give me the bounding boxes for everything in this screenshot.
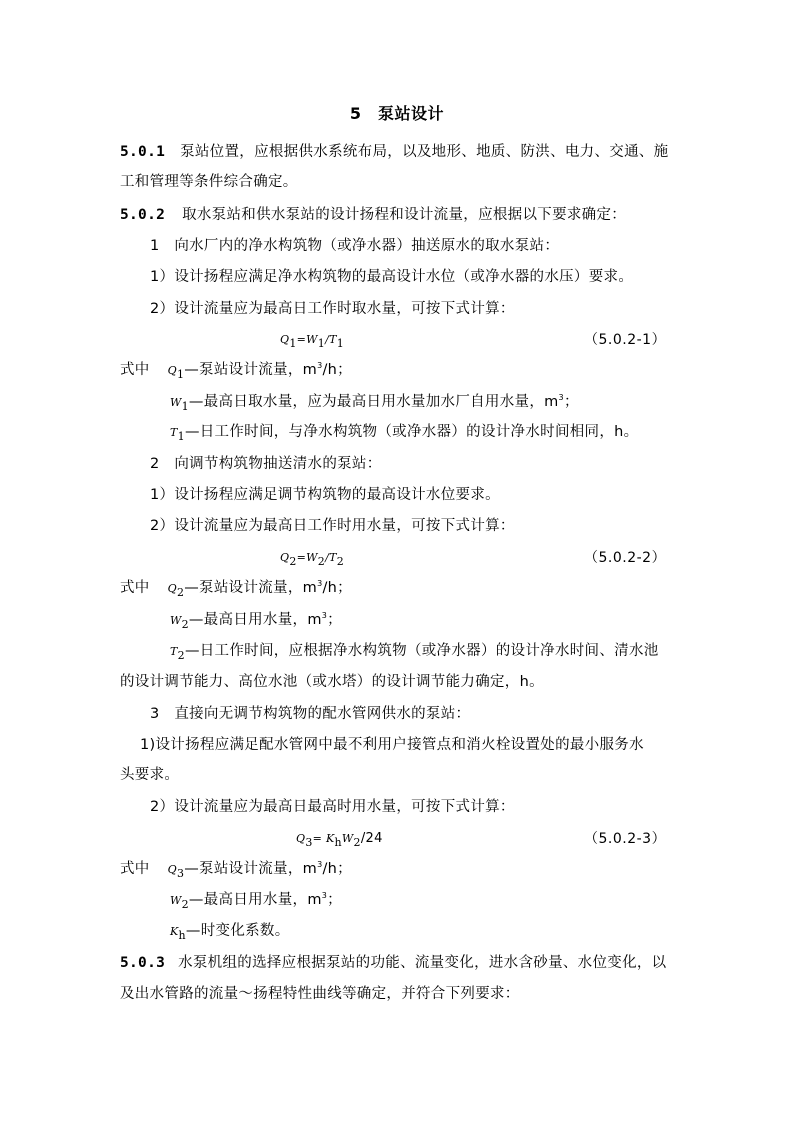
clause-text: 水泵机组的选择应根据泵站的功能、流量变化，进水含砂量、水位变化，以 — [178, 955, 667, 971]
clause-5-0-3-line-1 — [120, 954, 666, 972]
equation-2: $Q_2=W_2/T_2$ — [280, 551, 345, 568]
item-2: 2 向调节构筑物抽送清水的泵站： — [150, 456, 382, 472]
where-3-k: $K_h—$时变化系数。 — [170, 923, 290, 942]
clause-text: 泵站位置，应根据供水系统布局，以及地形、地质、防洪、电力、交通、施 — [180, 144, 669, 160]
where-3-w: $W_2—$最高日用水量，$m^3$； — [170, 891, 342, 911]
item-1-sub-2: 2）设计流量应为最高日工作时取水量，可按下式计算： — [150, 301, 515, 317]
clause-5-0-1-line-2: 工和管理等条件综合确定。 — [120, 174, 298, 190]
where-2-t-cont: 的设计调节能力、高位水池（或水塔）的设计调节能力确定，h。 — [120, 674, 544, 690]
item-3-sub-1-line-1: 1)设计扬程应满足配水管网中最不利用户接管点和消火栓设置处的最小服务水 — [140, 737, 644, 753]
where-1-w: $W_1—$最高日取水量，应为最高日用水量加水厂自用水量，$m^3$； — [170, 393, 579, 413]
item-1: 1 向水厂内的净水构筑物（或净水器）抽送原水的取水泵站： — [150, 238, 560, 254]
where-1-t: $T_1—$日工作时间，与净水构筑物（或净水器）的设计净水时间相同，h。 — [170, 424, 639, 443]
section-title: 5 泵站设计 — [349, 104, 445, 123]
clause-number: 5.0.2 — [120, 207, 166, 223]
item-3-sub-2: 2）设计流量应为最高日最高时用水量，可按下式计算： — [150, 799, 515, 815]
clause-5-0-2-line-1 — [120, 206, 626, 224]
clause-text: 取水泵站和供水泵站的设计扬程和设计流量，应根据以下要求确定： — [182, 207, 627, 223]
clause-5-0-3-line-2: 及出水管路的流量～扬程特性曲线等确定，并符合下列要求： — [120, 986, 520, 1002]
where-1-q: 式中 $Q_1—$泵站设计流量，$m^3/h$； — [120, 361, 352, 381]
clause-number: 5.0.1 — [120, 144, 166, 160]
where-3-q: 式中 $Q_3—$泵站设计流量，$m^3/h$； — [120, 860, 352, 880]
where-2-q: 式中 $Q_2—$泵站设计流量，$m^3/h$； — [120, 579, 352, 599]
item-2-sub-1: 1）设计扬程应满足调节构筑物的最高设计水位要求。 — [150, 487, 500, 503]
equation-number-1: （5.0.2-1） — [584, 332, 667, 348]
item-1-sub-1: 1）设计扬程应满足净水构筑物的最高设计水位（或净水器的水压）要求。 — [150, 269, 634, 285]
item-3: 3 直接向无调节构筑物的配水管网供水的泵站： — [150, 706, 471, 722]
equation-3: $Q_3= K_hW_2/24$ — [296, 831, 383, 849]
clause-5-0-1-line-1 — [120, 143, 668, 161]
where-2-w: $W_2—$最高日用水量，$m^3$； — [170, 611, 342, 631]
item-2-sub-2: 2）设计流量应为最高日工作时用水量，可按下式计算： — [150, 518, 515, 534]
item-3-sub-1-line-2: 头要求。 — [120, 767, 180, 783]
equation-number-3: （5.0.2-3） — [584, 831, 667, 847]
equation-1: $Q_1=W_1/T_1$ — [280, 333, 345, 350]
equation-number-2: （5.0.2-2） — [584, 550, 667, 566]
clause-number: 5.0.3 — [120, 955, 166, 971]
where-2-t: $T_2—$日工作时间，应根据净水构筑物（或净水器）的设计净水时间、清水池 — [170, 643, 659, 662]
